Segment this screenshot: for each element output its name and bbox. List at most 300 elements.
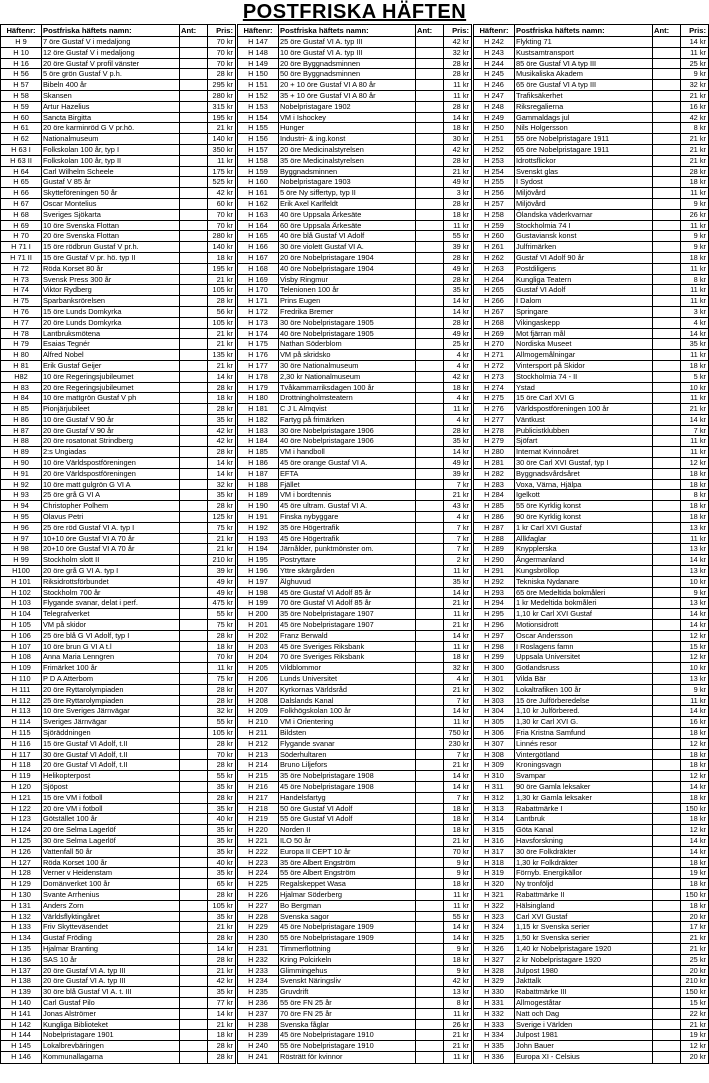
quantity-field[interactable] xyxy=(652,868,680,878)
quantity-field[interactable] xyxy=(652,544,680,554)
quantity-field[interactable] xyxy=(415,987,443,997)
quantity-field[interactable] xyxy=(415,966,443,976)
quantity-field[interactable] xyxy=(415,566,443,576)
quantity-field[interactable] xyxy=(415,598,443,608)
quantity-field[interactable] xyxy=(415,188,443,198)
quantity-field[interactable] xyxy=(652,685,680,695)
quantity-field[interactable] xyxy=(652,501,680,511)
quantity-field[interactable] xyxy=(652,231,680,241)
quantity-field[interactable] xyxy=(179,296,207,306)
quantity-field[interactable] xyxy=(179,706,207,716)
quantity-field[interactable] xyxy=(179,1041,207,1051)
quantity-field[interactable] xyxy=(652,123,680,133)
booklet-number: H 138 xyxy=(11,976,31,986)
quantity-field[interactable] xyxy=(179,944,207,954)
quantity-field[interactable] xyxy=(652,91,680,101)
quantity-field[interactable] xyxy=(652,145,680,155)
quantity-field[interactable] xyxy=(652,156,680,166)
quantity-field[interactable] xyxy=(652,339,680,349)
quantity-field[interactable] xyxy=(652,998,680,1008)
quantity-field[interactable] xyxy=(652,372,680,382)
quantity-field[interactable] xyxy=(415,339,443,349)
quantity-field[interactable] xyxy=(652,1009,680,1019)
booklet-number: H 61 xyxy=(13,123,29,133)
booklet-name: Stockholm slott II xyxy=(41,555,179,565)
quantity-field[interactable] xyxy=(179,901,207,911)
quantity-field[interactable] xyxy=(179,231,207,241)
quantity-field[interactable] xyxy=(415,901,443,911)
quantity-field[interactable] xyxy=(415,620,443,630)
quantity-field[interactable] xyxy=(179,80,207,90)
quantity-field[interactable] xyxy=(415,221,443,231)
quantity-field[interactable] xyxy=(415,145,443,155)
quantity-field[interactable] xyxy=(652,1030,680,1040)
quantity-field[interactable] xyxy=(415,879,443,889)
quantity-field[interactable] xyxy=(652,264,680,274)
quantity-field[interactable] xyxy=(179,793,207,803)
quantity-field[interactable] xyxy=(415,588,443,598)
quantity-field[interactable] xyxy=(652,1020,680,1030)
quantity-field[interactable] xyxy=(179,285,207,295)
quantity-field[interactable] xyxy=(415,976,443,986)
quantity-field[interactable] xyxy=(652,793,680,803)
quantity-field[interactable] xyxy=(652,80,680,90)
quantity-field[interactable] xyxy=(652,37,680,47)
quantity-field[interactable] xyxy=(652,933,680,943)
quantity-field[interactable] xyxy=(652,285,680,295)
quantity-field[interactable] xyxy=(415,426,443,436)
quantity-field[interactable] xyxy=(415,404,443,414)
quantity-field[interactable] xyxy=(415,858,443,868)
booklet-price: 14 kr xyxy=(680,555,708,565)
quantity-field[interactable] xyxy=(179,890,207,900)
quantity-field[interactable] xyxy=(415,156,443,166)
quantity-field[interactable] xyxy=(179,912,207,922)
quantity-field[interactable] xyxy=(652,177,680,187)
quantity-field[interactable] xyxy=(415,696,443,706)
quantity-field[interactable] xyxy=(179,868,207,878)
quantity-field[interactable] xyxy=(179,696,207,706)
quantity-field[interactable] xyxy=(652,48,680,58)
quantity-field[interactable] xyxy=(179,620,207,630)
quantity-field[interactable] xyxy=(652,944,680,954)
quantity-field[interactable] xyxy=(179,469,207,479)
quantity-field[interactable] xyxy=(179,717,207,727)
quantity-field[interactable] xyxy=(179,631,207,641)
quantity-field[interactable] xyxy=(415,480,443,490)
quantity-field[interactable] xyxy=(652,566,680,576)
quantity-field[interactable] xyxy=(652,1052,680,1063)
quantity-field[interactable] xyxy=(179,210,207,220)
quantity-field[interactable] xyxy=(652,976,680,986)
quantity-field[interactable] xyxy=(652,167,680,177)
booklet-price: 11 kr xyxy=(680,436,708,446)
quantity-field[interactable] xyxy=(652,598,680,608)
quantity-field[interactable] xyxy=(652,1041,680,1051)
quantity-field[interactable] xyxy=(652,728,680,738)
quantity-field[interactable] xyxy=(652,102,680,112)
quantity-field[interactable] xyxy=(652,329,680,339)
quantity-field[interactable] xyxy=(415,69,443,79)
quantity-field[interactable] xyxy=(415,264,443,274)
quantity-field[interactable] xyxy=(415,210,443,220)
quantity-field[interactable] xyxy=(179,383,207,393)
quantity-field[interactable] xyxy=(652,966,680,976)
quantity-field[interactable] xyxy=(415,1041,443,1051)
quantity-field[interactable] xyxy=(179,814,207,824)
quantity-field[interactable] xyxy=(179,825,207,835)
quantity-field[interactable] xyxy=(652,253,680,263)
quantity-field[interactable] xyxy=(179,436,207,446)
quantity-field[interactable] xyxy=(652,393,680,403)
quantity-field[interactable] xyxy=(652,490,680,500)
quantity-field[interactable] xyxy=(415,955,443,965)
quantity-field[interactable] xyxy=(652,69,680,79)
quantity-field[interactable] xyxy=(179,167,207,177)
quantity-field[interactable] xyxy=(415,59,443,69)
quantity-field[interactable] xyxy=(652,760,680,770)
quantity-field[interactable] xyxy=(179,750,207,760)
quantity-field[interactable] xyxy=(652,987,680,997)
quantity-field[interactable] xyxy=(415,836,443,846)
quantity-field[interactable] xyxy=(415,48,443,58)
quantity-field[interactable] xyxy=(179,415,207,425)
quantity-field[interactable] xyxy=(415,750,443,760)
quantity-field[interactable] xyxy=(415,113,443,123)
quantity-field[interactable] xyxy=(179,609,207,619)
quantity-field[interactable] xyxy=(652,912,680,922)
quantity-field[interactable] xyxy=(652,652,680,662)
quantity-field[interactable] xyxy=(179,275,207,285)
quantity-field[interactable] xyxy=(179,598,207,608)
quantity-field[interactable] xyxy=(652,447,680,457)
quantity-field[interactable] xyxy=(652,890,680,900)
quantity-field[interactable] xyxy=(179,966,207,976)
quantity-field[interactable] xyxy=(415,415,443,425)
quantity-field[interactable] xyxy=(179,307,207,317)
quantity-field[interactable] xyxy=(179,329,207,339)
quantity-field[interactable] xyxy=(652,804,680,814)
quantity-field[interactable] xyxy=(179,577,207,587)
quantity-field[interactable] xyxy=(415,91,443,101)
quantity-field[interactable] xyxy=(179,188,207,198)
quantity-field[interactable] xyxy=(415,329,443,339)
table-row xyxy=(1,285,235,296)
quantity-field[interactable] xyxy=(179,393,207,403)
quantity-field[interactable] xyxy=(179,804,207,814)
quantity-field[interactable] xyxy=(415,890,443,900)
quantity-field[interactable] xyxy=(179,771,207,781)
quantity-field[interactable] xyxy=(652,242,680,252)
quantity-field[interactable] xyxy=(652,296,680,306)
quantity-field[interactable] xyxy=(179,501,207,511)
quantity-field[interactable] xyxy=(415,447,443,457)
quantity-field[interactable] xyxy=(179,156,207,166)
quantity-field[interactable] xyxy=(415,134,443,144)
quantity-field[interactable] xyxy=(179,145,207,155)
quantity-field[interactable] xyxy=(415,663,443,673)
quantity-field[interactable] xyxy=(179,782,207,792)
quantity-field[interactable] xyxy=(415,739,443,749)
quantity-field[interactable] xyxy=(415,253,443,263)
quantity-field[interactable] xyxy=(652,955,680,965)
quantity-field[interactable] xyxy=(415,998,443,1008)
quantity-field[interactable] xyxy=(652,134,680,144)
quantity-field[interactable] xyxy=(415,318,443,328)
quantity-field[interactable] xyxy=(415,383,443,393)
quantity-field[interactable] xyxy=(415,177,443,187)
quantity-field[interactable] xyxy=(415,544,443,554)
quantity-field[interactable] xyxy=(179,544,207,554)
quantity-field[interactable] xyxy=(652,836,680,846)
booklet-number: H 194 xyxy=(248,544,268,554)
quantity-field[interactable] xyxy=(652,523,680,533)
quantity-field[interactable] xyxy=(415,912,443,922)
quantity-field[interactable] xyxy=(179,728,207,738)
quantity-field[interactable] xyxy=(179,836,207,846)
quantity-field[interactable] xyxy=(652,642,680,652)
booklet-price: 210 kr xyxy=(680,976,708,986)
quantity-field[interactable] xyxy=(652,436,680,446)
quantity-field[interactable] xyxy=(179,674,207,684)
quantity-field[interactable] xyxy=(415,501,443,511)
quantity-field[interactable] xyxy=(652,404,680,414)
quantity-field[interactable] xyxy=(652,750,680,760)
quantity-field[interactable] xyxy=(652,415,680,425)
quantity-field[interactable] xyxy=(179,102,207,112)
quantity-field[interactable] xyxy=(179,588,207,598)
quantity-field[interactable] xyxy=(652,717,680,727)
quantity-field[interactable] xyxy=(179,512,207,522)
quantity-field[interactable] xyxy=(652,188,680,198)
quantity-field[interactable] xyxy=(415,490,443,500)
quantity-field[interactable] xyxy=(179,1009,207,1019)
quantity-field[interactable] xyxy=(415,534,443,544)
quantity-field[interactable] xyxy=(415,231,443,241)
quantity-field[interactable] xyxy=(652,739,680,749)
quantity-field[interactable] xyxy=(179,652,207,662)
quantity-field[interactable] xyxy=(652,901,680,911)
quantity-field[interactable] xyxy=(652,858,680,868)
quantity-field[interactable] xyxy=(179,490,207,500)
quantity-field[interactable] xyxy=(652,318,680,328)
quantity-field[interactable] xyxy=(415,825,443,835)
quantity-field[interactable] xyxy=(652,847,680,857)
quantity-field[interactable] xyxy=(415,1030,443,1040)
quantity-field[interactable] xyxy=(179,858,207,868)
quantity-field[interactable] xyxy=(179,264,207,274)
quantity-field[interactable] xyxy=(179,318,207,328)
quantity-field[interactable] xyxy=(652,609,680,619)
quantity-field[interactable] xyxy=(415,123,443,133)
quantity-field[interactable] xyxy=(415,523,443,533)
quantity-field[interactable] xyxy=(652,59,680,69)
quantity-field[interactable] xyxy=(179,480,207,490)
quantity-field[interactable] xyxy=(415,933,443,943)
quantity-field[interactable] xyxy=(652,383,680,393)
quantity-field[interactable] xyxy=(179,933,207,943)
quantity-field[interactable] xyxy=(179,48,207,58)
quantity-field[interactable] xyxy=(652,469,680,479)
quantity-field[interactable] xyxy=(652,275,680,285)
quantity-field[interactable] xyxy=(652,350,680,360)
quantity-field[interactable] xyxy=(415,458,443,468)
quantity-field[interactable] xyxy=(652,620,680,630)
quantity-field[interactable] xyxy=(415,609,443,619)
quantity-field[interactable] xyxy=(415,296,443,306)
quantity-field[interactable] xyxy=(652,458,680,468)
quantity-field[interactable] xyxy=(179,339,207,349)
quantity-field[interactable] xyxy=(652,210,680,220)
quantity-field[interactable] xyxy=(415,512,443,522)
quantity-field[interactable] xyxy=(179,134,207,144)
quantity-field[interactable] xyxy=(652,555,680,565)
quantity-field[interactable] xyxy=(179,663,207,673)
quantity-field[interactable] xyxy=(415,199,443,209)
quantity-field[interactable] xyxy=(415,307,443,317)
table-row xyxy=(238,490,471,501)
quantity-field[interactable] xyxy=(415,469,443,479)
quantity-field[interactable] xyxy=(179,566,207,576)
quantity-field[interactable] xyxy=(415,642,443,652)
quantity-field[interactable] xyxy=(179,69,207,79)
quantity-field[interactable] xyxy=(415,728,443,738)
quantity-field[interactable] xyxy=(179,242,207,252)
quantity-field[interactable] xyxy=(415,275,443,285)
table-row xyxy=(474,955,708,966)
quantity-field[interactable] xyxy=(652,674,680,684)
quantity-field[interactable] xyxy=(652,307,680,317)
quantity-field[interactable] xyxy=(415,1009,443,1019)
quantity-field[interactable] xyxy=(415,706,443,716)
quantity-field[interactable] xyxy=(652,588,680,598)
quantity-field[interactable] xyxy=(179,404,207,414)
quantity-field[interactable] xyxy=(179,221,207,231)
quantity-field[interactable] xyxy=(179,534,207,544)
quantity-field[interactable] xyxy=(415,847,443,857)
quantity-field[interactable] xyxy=(415,814,443,824)
quantity-field[interactable] xyxy=(415,37,443,47)
quantity-field[interactable] xyxy=(415,555,443,565)
quantity-field[interactable] xyxy=(415,577,443,587)
quantity-field[interactable] xyxy=(179,123,207,133)
quantity-field[interactable] xyxy=(179,177,207,187)
quantity-field[interactable] xyxy=(179,37,207,47)
quantity-field[interactable] xyxy=(415,652,443,662)
quantity-field[interactable] xyxy=(652,113,680,123)
quantity-field[interactable] xyxy=(415,922,443,932)
quantity-field[interactable] xyxy=(179,59,207,69)
quantity-field[interactable] xyxy=(415,793,443,803)
quantity-field[interactable] xyxy=(652,480,680,490)
quantity-field[interactable] xyxy=(179,642,207,652)
quantity-field[interactable] xyxy=(652,361,680,371)
quantity-field[interactable] xyxy=(652,814,680,824)
quantity-field[interactable] xyxy=(415,760,443,770)
quantity-field[interactable] xyxy=(179,372,207,382)
quantity-field[interactable] xyxy=(415,868,443,878)
quantity-field[interactable] xyxy=(415,674,443,684)
quantity-field[interactable] xyxy=(179,113,207,123)
quantity-field[interactable] xyxy=(652,631,680,641)
quantity-field[interactable] xyxy=(179,976,207,986)
quantity-field[interactable] xyxy=(179,987,207,997)
quantity-field[interactable] xyxy=(179,1020,207,1030)
quantity-field[interactable] xyxy=(415,771,443,781)
quantity-field[interactable] xyxy=(179,879,207,889)
quantity-field[interactable] xyxy=(652,696,680,706)
quantity-field[interactable] xyxy=(415,285,443,295)
quantity-field[interactable] xyxy=(415,393,443,403)
quantity-field[interactable] xyxy=(179,199,207,209)
quantity-field[interactable] xyxy=(179,361,207,371)
quantity-field[interactable] xyxy=(415,102,443,112)
quantity-field[interactable] xyxy=(652,221,680,231)
quantity-field[interactable] xyxy=(652,512,680,522)
table-row xyxy=(474,285,708,296)
quantity-field[interactable] xyxy=(652,825,680,835)
booklet-name: Verner v Heidenstam xyxy=(41,868,179,878)
quantity-field[interactable] xyxy=(415,685,443,695)
booklet-number: H 89 xyxy=(13,447,29,457)
quantity-field[interactable] xyxy=(415,944,443,954)
quantity-field[interactable] xyxy=(652,426,680,436)
quantity-field[interactable] xyxy=(179,1052,207,1063)
quantity-field[interactable] xyxy=(652,663,680,673)
quantity-field[interactable] xyxy=(652,782,680,792)
quantity-field[interactable] xyxy=(179,1030,207,1040)
quantity-field[interactable] xyxy=(179,922,207,932)
quantity-field[interactable] xyxy=(179,998,207,1008)
quantity-field[interactable] xyxy=(415,631,443,641)
quantity-field[interactable] xyxy=(652,771,680,781)
quantity-field[interactable] xyxy=(179,955,207,965)
booklet-number: H 174 xyxy=(248,328,268,338)
quantity-field[interactable] xyxy=(179,739,207,749)
quantity-field[interactable] xyxy=(415,782,443,792)
quantity-field[interactable] xyxy=(179,847,207,857)
quantity-field[interactable] xyxy=(415,167,443,177)
quantity-field[interactable] xyxy=(652,534,680,544)
quantity-field[interactable] xyxy=(415,350,443,360)
quantity-field[interactable] xyxy=(179,685,207,695)
booklet-number: H 202 xyxy=(248,630,268,640)
quantity-field[interactable] xyxy=(179,426,207,436)
quantity-field[interactable] xyxy=(179,350,207,360)
quantity-field[interactable] xyxy=(179,760,207,770)
quantity-field[interactable] xyxy=(652,706,680,716)
quantity-field[interactable] xyxy=(179,458,207,468)
quantity-field[interactable] xyxy=(652,922,680,932)
quantity-field[interactable] xyxy=(415,436,443,446)
quantity-field[interactable] xyxy=(179,447,207,457)
quantity-field[interactable] xyxy=(652,879,680,889)
quantity-field[interactable] xyxy=(415,242,443,252)
quantity-field[interactable] xyxy=(652,577,680,587)
quantity-field[interactable] xyxy=(415,372,443,382)
quantity-field[interactable] xyxy=(415,1052,443,1063)
quantity-field[interactable] xyxy=(415,1020,443,1030)
quantity-field[interactable] xyxy=(652,199,680,209)
quantity-field[interactable] xyxy=(179,555,207,565)
quantity-field[interactable] xyxy=(415,80,443,90)
quantity-field[interactable] xyxy=(415,804,443,814)
quantity-field[interactable] xyxy=(179,253,207,263)
quantity-field[interactable] xyxy=(179,91,207,101)
quantity-field[interactable] xyxy=(415,717,443,727)
quantity-field[interactable] xyxy=(179,523,207,533)
quantity-field[interactable] xyxy=(415,361,443,371)
